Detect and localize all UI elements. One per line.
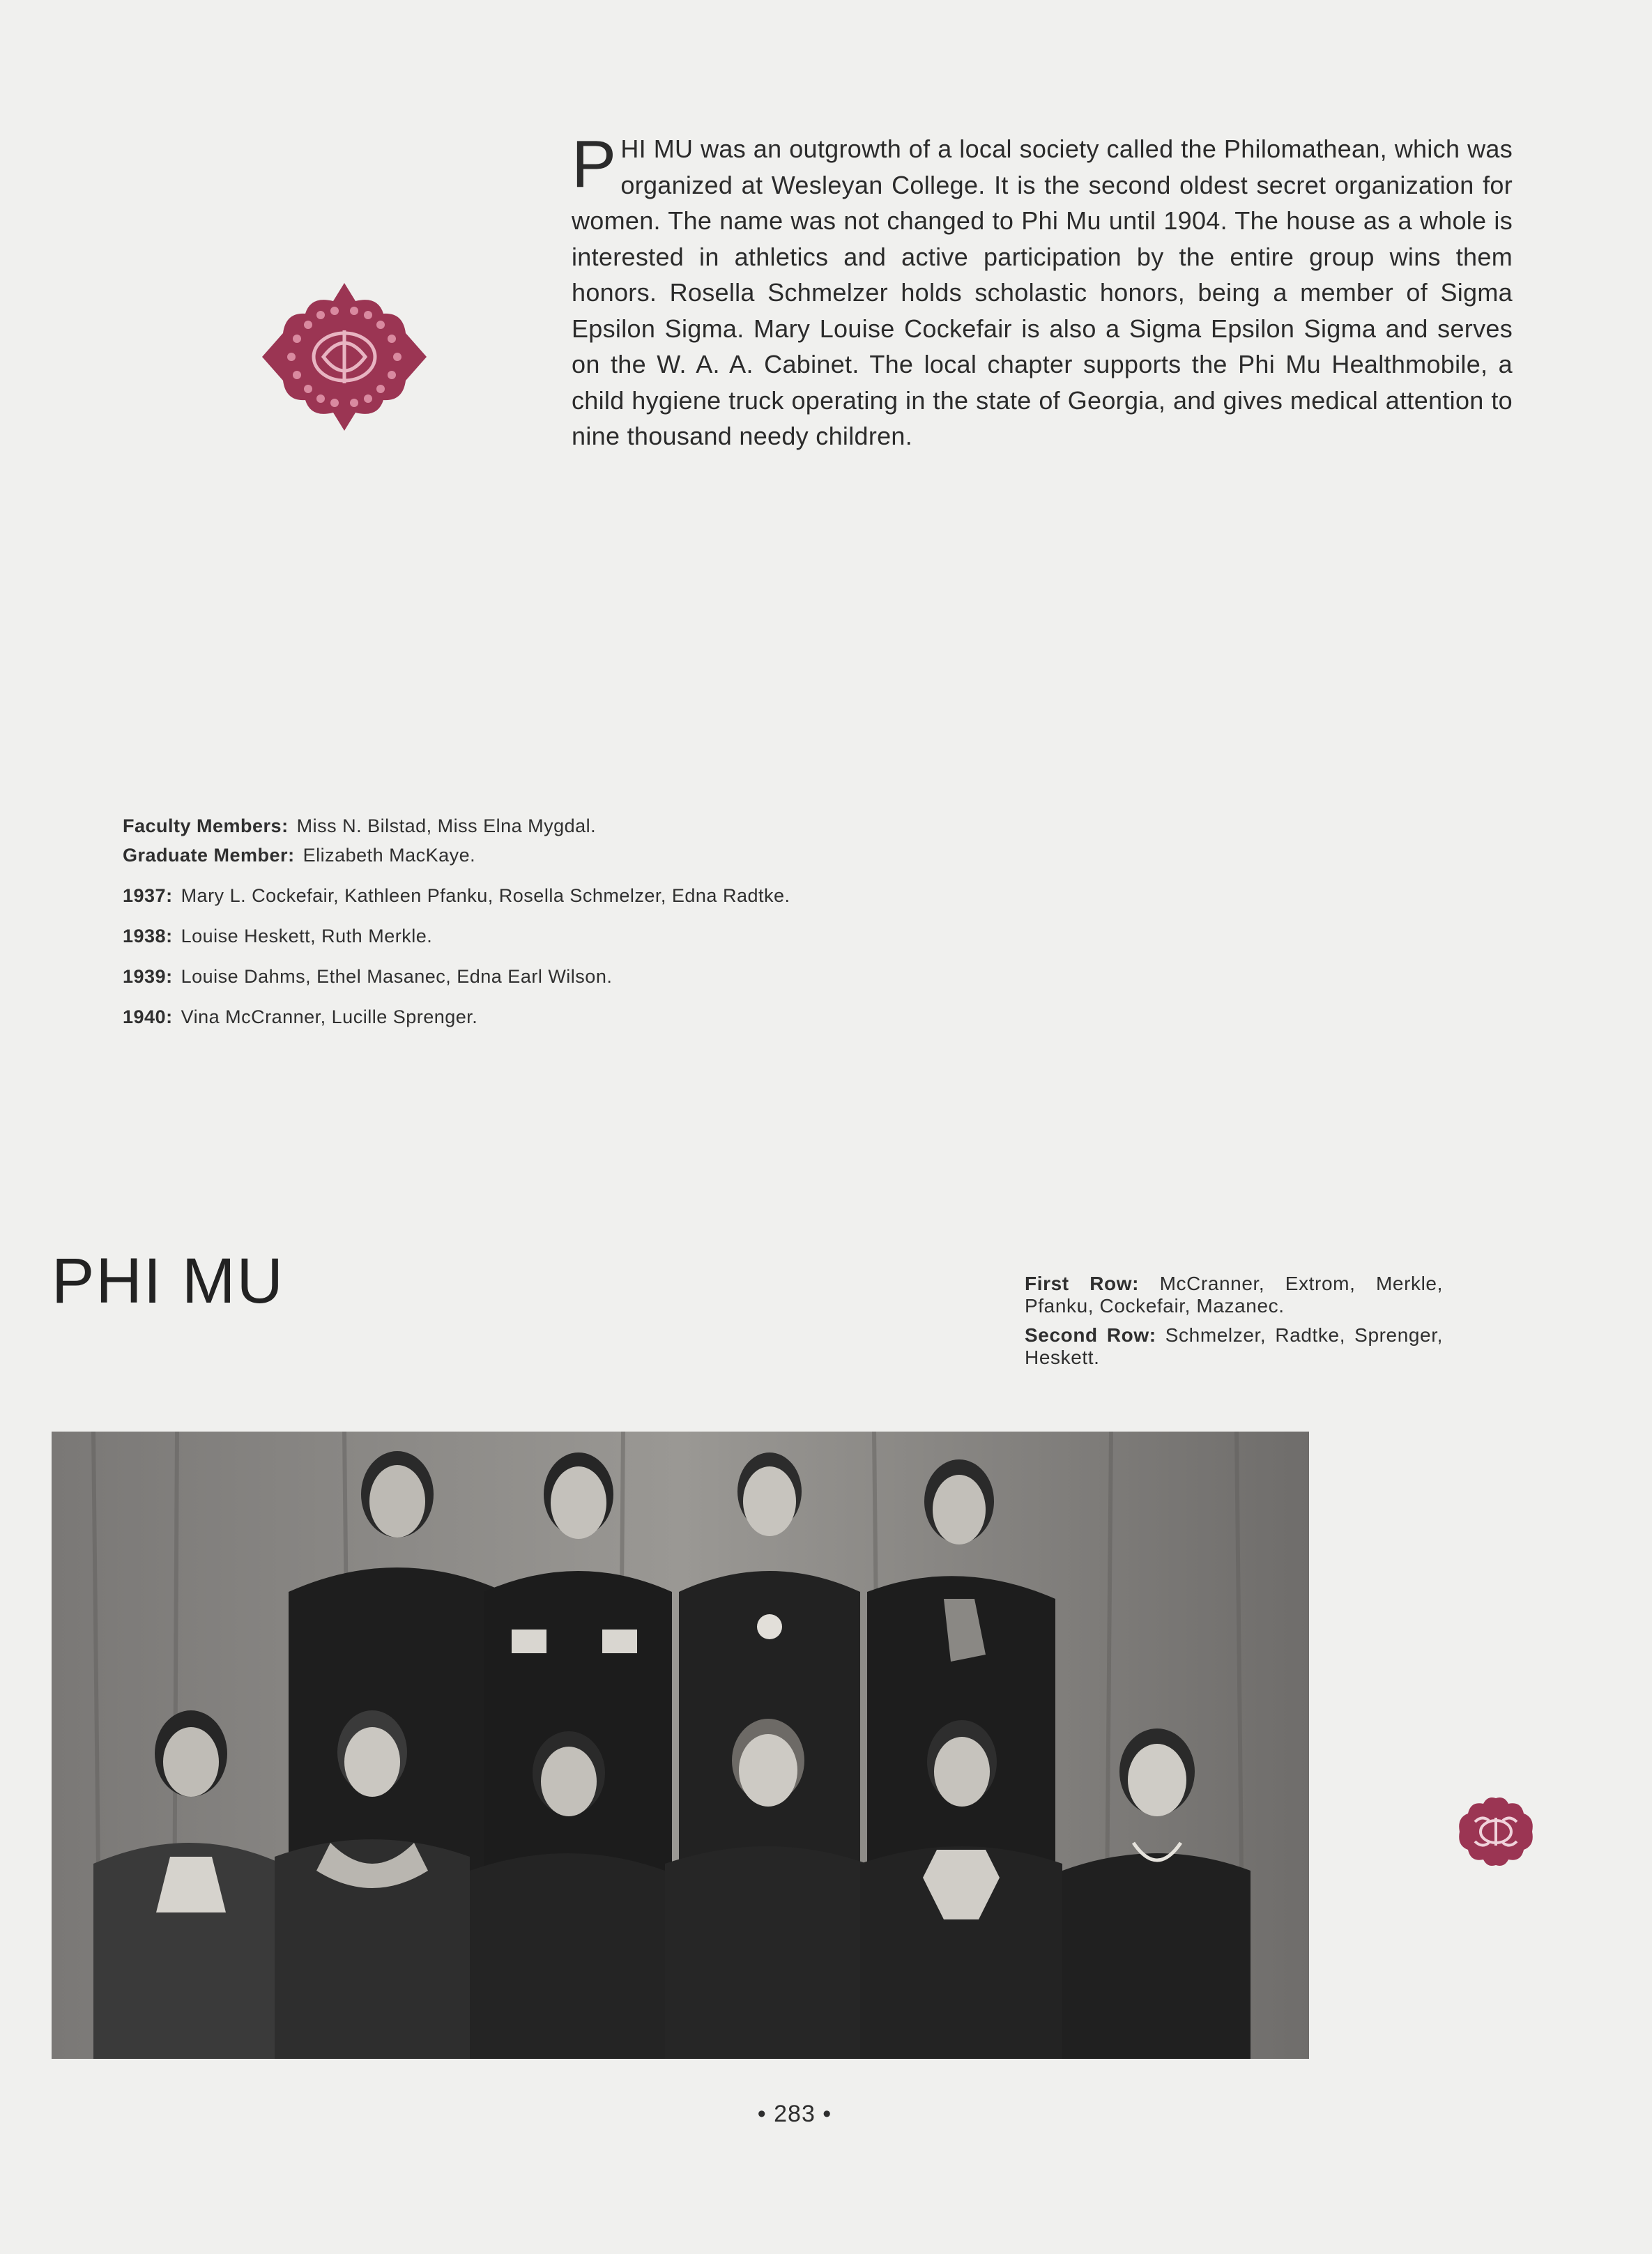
first-row-label: First Row: xyxy=(1025,1273,1140,1294)
graduate-names: Elizabeth MacKaye. xyxy=(303,845,476,866)
class-year: 1939: xyxy=(123,966,173,987)
graduate-row xyxy=(123,841,1099,870)
page-title: PHI MU xyxy=(52,1245,284,1317)
faculty-names: Miss N. Bilstad, Miss Elna Mygdal. xyxy=(296,815,597,836)
group-photo xyxy=(52,1432,1309,2059)
class-names: Louise Dahms, Ethel Masanec, Edna Earl Wilson. xyxy=(181,966,613,987)
class-names: Mary L. Cockefair, Kathleen Pfanku, Rosella Schmelzer, Edna Radtke. xyxy=(181,885,790,906)
class-year: 1938: xyxy=(123,926,173,946)
class-row xyxy=(123,962,1099,991)
class-row xyxy=(123,921,1099,951)
members-list xyxy=(123,811,1099,1032)
second-row-names: Schmelzer, Radtke, Sprenger, Heskett. xyxy=(1025,1324,1443,1368)
second-row-label: Second Row: xyxy=(1025,1324,1156,1346)
phi-mu-crest-icon xyxy=(259,280,429,434)
photo-caption xyxy=(1025,1273,1443,1376)
intro-text: HI MU was an outgrowth of a local society called the Philomathean, which was organized at Wesleyan College. It is the second oldest secret organization for women. The name was not changed to Phi Mu until 1904. The house as a whole is interested in athletics and active participation by the entire group wins them honors. Rosella Schmelzer holds scholastic honors, being a member of Sigma Epsilon Sigma. Mary Louise Cockefair is also a Sigma Epsilon Sigma and serves on the W. A. A. Cabinet. The local chapter supports the Phi Mu Healthmobile, a child hygiene truck operating in the state of Georgia, and gives medical attention to nine thousand needy children. xyxy=(572,135,1513,450)
graduate-label: Graduate Member: xyxy=(123,845,295,866)
second-row-caption xyxy=(1025,1324,1443,1369)
class-row xyxy=(123,881,1099,910)
faculty-row xyxy=(123,811,1099,841)
class-year: 1940: xyxy=(123,1006,173,1027)
class-names: Vina McCranner, Lucille Sprenger. xyxy=(181,1006,478,1027)
phi-mu-crest-icon xyxy=(1454,1794,1538,1869)
page-number: • 283 • xyxy=(757,2101,832,2127)
class-names: Louise Heskett, Ruth Merkle. xyxy=(181,926,433,946)
class-year: 1937: xyxy=(123,885,173,906)
first-row-names: McCranner, Extrom, Merkle, Pfanku, Cockefair, Mazanec. xyxy=(1025,1273,1443,1317)
class-row xyxy=(123,1002,1099,1032)
faculty-label: Faculty Members: xyxy=(123,815,289,836)
first-row-caption xyxy=(1025,1273,1443,1317)
drop-cap: P xyxy=(572,127,617,201)
intro-paragraph xyxy=(572,127,1513,454)
